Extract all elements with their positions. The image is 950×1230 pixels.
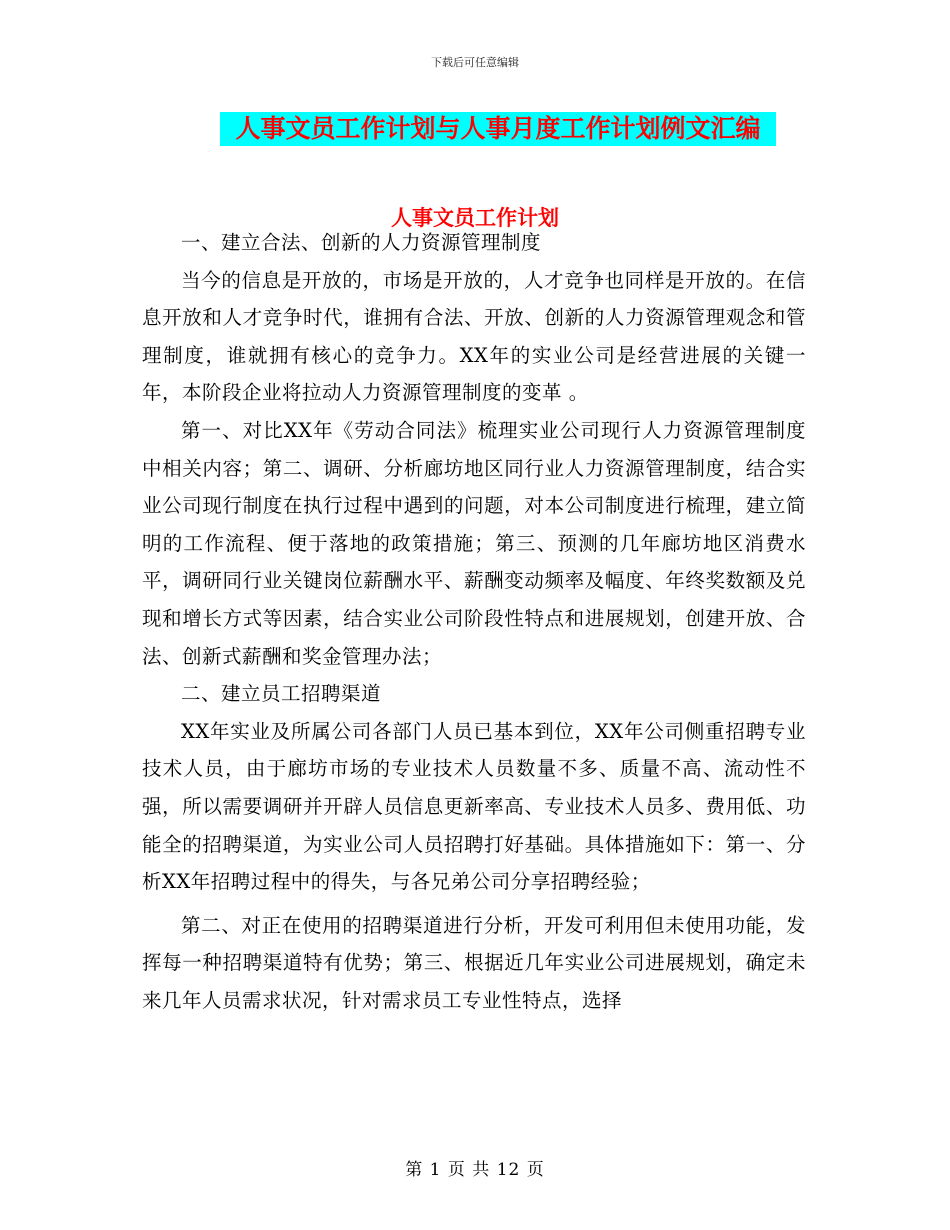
document-title: 人事文员工作计划与人事月度工作计划例文汇编 bbox=[220, 112, 776, 146]
body-paragraph: 第一、对比XX年《劳动合同法》梳理实业公司现行人力资源管理制度中相关内容；第二、调研、分析廊坊地区同行业人力资源管理制度，结合实业公司现行制度在执行过程中遇到的问题，对本公司制度进行梳理，建立简明的工作流程、便于落地的政策措施；第三、预测的几年廊坊地区消费水平，调研同行业关键岗位薪酬水平、薪酬变动频率及幅度、年终奖数额及兑现和增长方式等因素，结合实业公司阶段性特点和进展规划，创建开放、合法、创新式薪酬和奖金管理办法； bbox=[142, 418, 806, 668]
page-number-footer: 第 1 页 共 12 页 bbox=[405, 1160, 545, 1180]
document-body bbox=[142, 224, 806, 1019]
heading-paragraph-1: 一、建立合法、创新的人力资源管理制度 bbox=[181, 231, 542, 254]
body-paragraph: XX年实业及所属公司各部门人员已基本到位，XX年公司侧重招聘专业技术人员，由于廊坊市场的专业技术人员数量不多、质量不高、流动性不强，所以需要调研并开辟人员信息更新率高、专业技术人员多、费用低、功能全的招聘渠道，为实业公司人员招聘打好基础。具体措施如下：第一、分析XX年招聘过程中的得失，与各兄弟公司分享招聘经验； bbox=[142, 719, 806, 894]
body-paragraph: 第二、对正在使用的招聘渠道进行分析，开发可利用但未使用功能，发挥每一种招聘渠道特有优势；第三、根据近几年实业公司进展规划，确定未来几年人员需求状况，针对需求员工专业性特点，选择 bbox=[142, 913, 806, 1012]
body-paragraph: 当今的信息是开放的，市场是开放的，人才竞争也同样是开放的。在信息开放和人才竞争时代，谁拥有合法、开放、创新的人力资源管理观念和管理制度，谁就拥有核心的竞争力。XX年的实业公司是经营进展的关键一年，本阶段企业将拉动人力资源管理制度的变革 。 bbox=[142, 268, 806, 405]
section-title: 人事文员工作计划 bbox=[391, 206, 559, 230]
heading-paragraph-2: 二、建立员工招聘渠道 bbox=[181, 682, 382, 706]
header-note: 下载后可任意编辑 bbox=[431, 56, 519, 69]
